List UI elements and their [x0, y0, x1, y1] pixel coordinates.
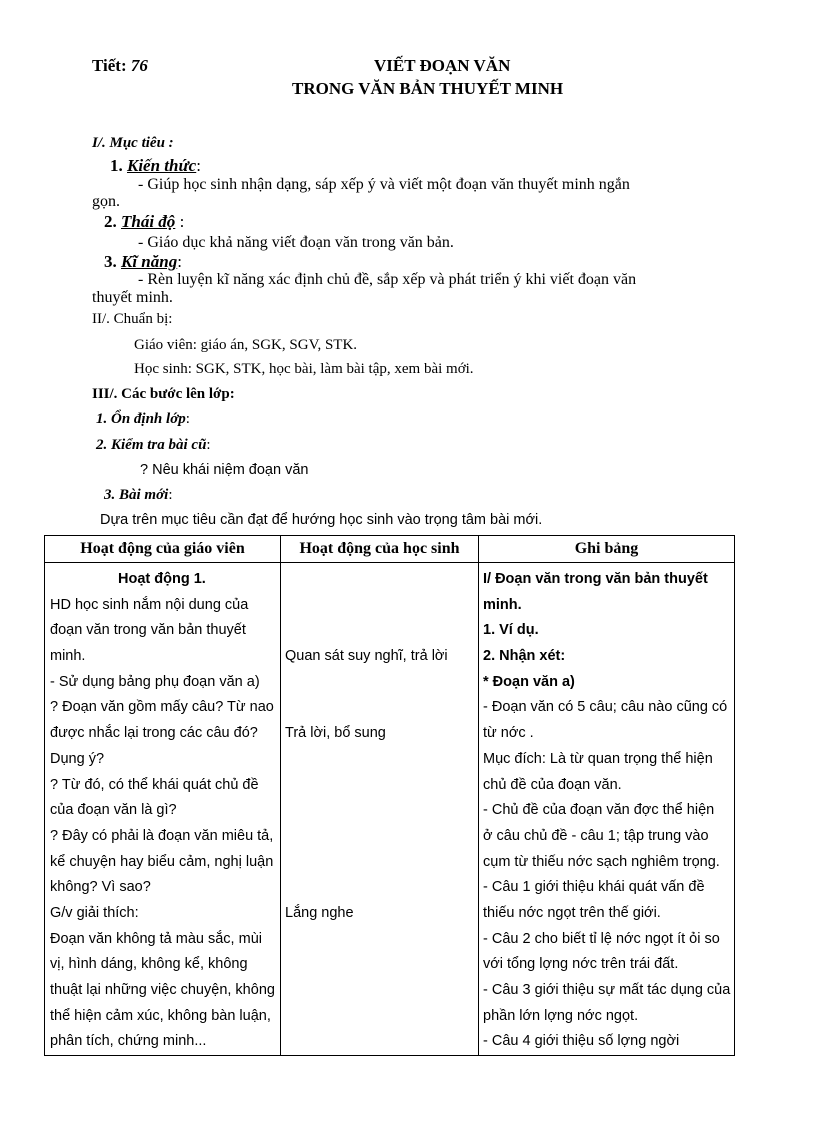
- table-line: * Đoạn văn a): [483, 673, 575, 690]
- table-line: ? Đây có phải là đoạn văn miêu tả,: [50, 827, 274, 844]
- k2-label: Thái độ: [121, 212, 176, 231]
- teacher-lines: [45, 563, 280, 1055]
- table-line: thể hiện cảm xúc, không bàn luận,: [50, 1007, 271, 1024]
- section1-heading: I/. Mục tiêu :: [92, 135, 174, 151]
- board-lines: [479, 563, 734, 1055]
- table-line: thuật lại những việc chuyện, không: [50, 982, 275, 998]
- table-line: ? Từ đó, có thể khái quát chủ đề: [50, 776, 259, 793]
- teacher-prep: Giáo viên: giáo án, SGK, SGV, STK.: [134, 337, 358, 353]
- table-line: [285, 695, 478, 721]
- table-line: phân tích, chứng minh...: [50, 1033, 207, 1050]
- table-line: Mục đích: Là từ quan trọng thể hiện: [483, 750, 713, 767]
- k2-heading: 2. Thái độ :: [104, 212, 185, 231]
- table-line: từ nớc .: [483, 725, 534, 742]
- table-line: 2. Nhận xét:: [483, 648, 566, 665]
- tiet-label: [92, 56, 148, 76]
- k1-heading: 1. Kiến thức:: [110, 156, 201, 175]
- step2: 2. Kiểm tra bài cũ: [96, 437, 207, 453]
- table-line: - Câu 2 cho biết tỉ lệ nớc ngọt ít ỏi so: [483, 930, 720, 947]
- table-line: ? Đoạn văn gồm mấy câu? Từ nao: [50, 699, 274, 716]
- step3: 3. Bài mới: [104, 487, 169, 503]
- k2-num: 2.: [104, 212, 117, 231]
- table-line: Lắng nghe: [285, 904, 354, 921]
- k1-label: Kiến thức: [127, 156, 197, 175]
- section2-heading: II/. Chuẩn bị:: [92, 311, 173, 327]
- table-line: [285, 593, 478, 619]
- table-line: cụm từ thiếu nớc sạch nghiêm trọng.: [483, 853, 720, 870]
- review-question: ? Nêu khái niệm đoạn văn: [140, 462, 309, 478]
- table-line: [285, 670, 478, 696]
- table-line: minh.: [483, 596, 522, 613]
- table-line: được nhắc lại trong các câu đó?: [50, 725, 258, 742]
- table-line: - Đoạn văn có 5 câu; câu nào cũng có: [483, 699, 728, 716]
- table-line: vị, hình dáng, không kể, không: [50, 956, 248, 973]
- table-header-row: [45, 536, 735, 563]
- table-line: Trả lời, bổ sung: [285, 725, 386, 742]
- tiet-label-text: Tiết:: [92, 56, 131, 75]
- table-line: - Sử dụng bảng phụ đoạn văn a): [50, 673, 260, 690]
- table-line: [285, 798, 478, 824]
- k1-text-b: gọn.: [92, 193, 120, 210]
- table-line: G/v giải thích:: [50, 904, 139, 921]
- table-line: - Câu 4 giới thiệu số lợng ngời: [483, 1033, 680, 1050]
- table-line: [285, 618, 478, 644]
- table-line: [285, 850, 478, 876]
- table-line: - Chủ đề của đoạn văn đợc thể hiện: [483, 802, 715, 819]
- table-line: minh.: [50, 648, 86, 665]
- table-line: I/ Đoạn văn trong văn bản thuyết: [483, 571, 708, 587]
- table-line: [285, 875, 478, 901]
- table-line: ở câu chủ đề - câu 1; tập trung vào: [483, 827, 709, 844]
- table-line: với tổng lợng nớc trên trái đất.: [483, 956, 679, 973]
- tiet-number: 76: [130, 56, 148, 75]
- table-line: đoạn văn trong văn bản thuyết: [50, 622, 246, 639]
- student-lines: [281, 563, 478, 927]
- table-line: [285, 747, 478, 773]
- title-line-2: TRONG VĂN BẢN THUYẾT MINH: [292, 79, 564, 98]
- header-teacher: Hoạt động của giáo viên: [45, 536, 281, 563]
- k3-text-b: thuyết minh.: [92, 289, 173, 306]
- step1: 1. Ổn định lớp: [96, 411, 186, 427]
- table-line: [285, 773, 478, 799]
- k3-label: Kĩ năng: [121, 252, 178, 271]
- k2-text: - Giáo dục khả năng viết đoạn văn trong văn bản.: [138, 234, 454, 251]
- header-board: Ghi bảng: [479, 536, 735, 563]
- table-line: thiếu nớc ngọt trên thế giới.: [483, 904, 661, 921]
- table-line: [285, 567, 478, 593]
- table-line: Quan sát suy nghĩ, trả lời: [285, 648, 448, 665]
- k3-text-a: - Rèn luyện kĩ năng xác định chủ đề, sắp xếp và phát triển ý khi viết đoạn văn: [138, 271, 637, 288]
- table-line: phần lớn lợng nớc ngọt.: [483, 1007, 639, 1024]
- board-cell: [479, 563, 735, 1056]
- student-prep: Học sinh: SGK, STK, học bài, làm bài tập, xem bài mới.: [134, 361, 474, 377]
- step1-line: 1. Ổn định lớp:: [96, 411, 190, 427]
- table-line: [285, 824, 478, 850]
- k1-text-a: - Giúp học sinh nhận dạng, sáp xếp ý và viết một đoạn văn thuyết minh ngắn: [138, 176, 630, 193]
- table-line: - Câu 1 giới thiệu khái quát vấn đề: [483, 879, 705, 896]
- table-line: kể chuyện hay biểu cảm, nghị luận: [50, 853, 274, 870]
- table-line: HD học sinh nắm nội dung của: [50, 596, 249, 613]
- table-line: chủ đề của đoạn văn.: [483, 776, 622, 793]
- table-line: của đoạn văn là gì?: [50, 802, 177, 819]
- k3-heading: 3. Kĩ năng:: [104, 252, 182, 271]
- step3-line: 3. Bài mới:: [104, 487, 173, 503]
- table-line: - Câu 3 giới thiệu sự mất tác dụng của: [483, 982, 731, 998]
- table-line: Dụng ý?: [50, 750, 105, 767]
- table-line: Hoạt động 1.: [118, 571, 206, 587]
- student-cell: [281, 563, 479, 1056]
- table-line: không? Vì sao?: [50, 879, 151, 896]
- lesson-table: [44, 535, 735, 1056]
- title-line-1: VIẾT ĐOẠN VĂN: [374, 56, 511, 75]
- header-student: Hoạt động của học sinh: [281, 536, 479, 563]
- step2-line: 2. Kiểm tra bài cũ:: [96, 437, 211, 453]
- k1-num: 1.: [110, 156, 123, 175]
- teacher-cell: [45, 563, 281, 1056]
- lesson-intro: Dựa trên mục tiêu cần đạt để hướng học sinh vào trọng tâm bài mới.: [100, 512, 543, 528]
- k3-num: 3.: [104, 252, 117, 271]
- section3-heading: III/. Các bước lên lớp:: [92, 386, 235, 402]
- table-line: 1. Ví dụ.: [483, 622, 539, 639]
- table-row: [45, 563, 735, 1056]
- table-line: Đoạn văn không tả màu sắc, mùi: [50, 930, 262, 947]
